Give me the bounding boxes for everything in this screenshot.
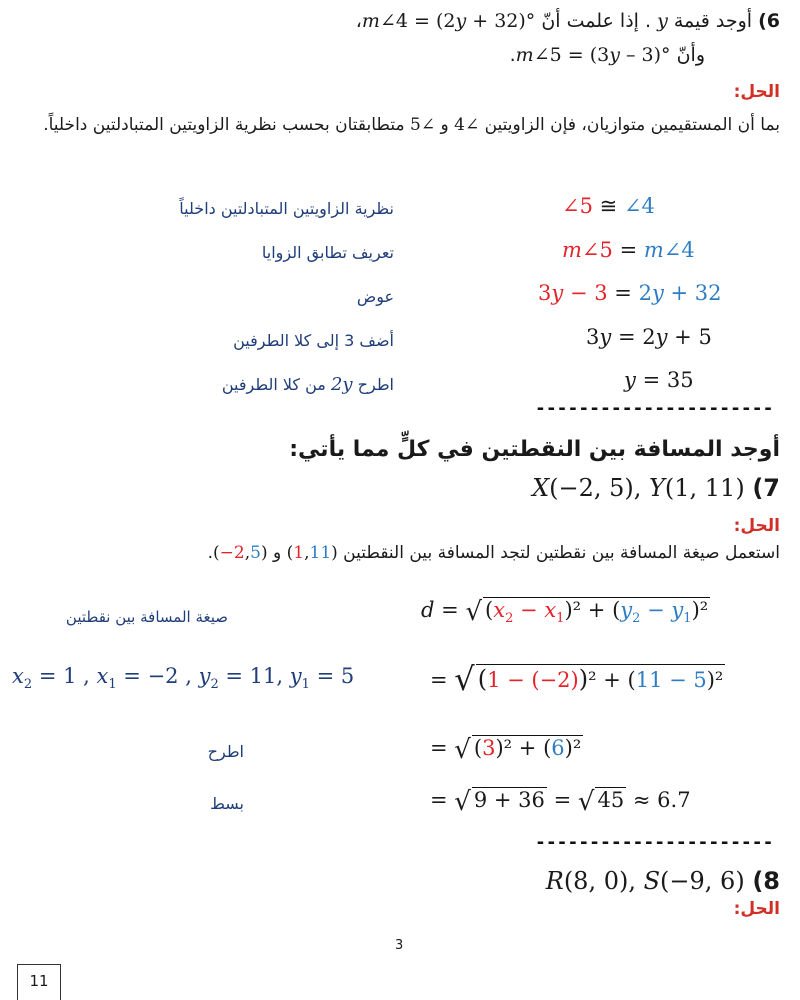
- q7-step3-stmt: = √ (3)² + (6)²: [430, 735, 582, 765]
- q8-number: (8: [752, 867, 780, 895]
- q8-points: R: [545, 867, 564, 895]
- q7-line: X(−2, 5), Y(1, 11) (7: [532, 474, 780, 502]
- q7-step4-reason: بسط: [210, 794, 244, 813]
- page-number: 3: [395, 938, 404, 953]
- q6-step5-stmt: y = 35: [624, 368, 694, 392]
- q7-step1-reason: صيغة المسافة بين نقطتين: [65, 608, 228, 626]
- q6-line1: 6) أوجد قيمة y . إذا علمت أنّ (2y + 32)° = m∠4،: [355, 10, 780, 32]
- q7-step1-stmt: d = √ $(x_2 - x_1)^2 + (y_2 - y_1)^2$: [421, 597, 709, 627]
- q6-step4-reason: أضف 3 إلى كلا الطرفين: [233, 331, 394, 350]
- q6-step4-stmt: 3y = 2y + 5: [586, 325, 712, 349]
- q7-solution-label: الحل:: [733, 516, 780, 536]
- q7-step4-stmt: = √ 9 + 36 = √ 45 ≈ 6.7: [430, 787, 691, 817]
- page-box-number: 11: [29, 972, 49, 990]
- distance-heading: أوجد المسافة بين النقطتين في كلٍّ مما يأتي:: [289, 437, 780, 462]
- q6-solution-text: بما أن المستقيمين متوازيان، فإن الزاويتين ∠4 و ∠5 متطابقتان بحسب نظرية الزاويتين المتبادلتين داخلياً.: [43, 115, 780, 135]
- q6-line2: وأنّ (3y – 3)° = m∠5.: [509, 44, 705, 66]
- q6-step3-reason: عوض: [356, 287, 394, 306]
- q6-step3-stmt: 3y − 3 = 2y + 32: [538, 281, 722, 305]
- separator-2: ----------------------: [535, 832, 774, 853]
- q8-solution-label: الحل:: [733, 899, 780, 919]
- q7-intro: استعمل صيغة المسافة بين نقطتين لتجد المسافة بين النقطتين (1,11) و (−2,5).: [207, 543, 780, 563]
- q6-step2-stmt: m∠5 = m∠4: [562, 238, 695, 262]
- q7-step3-reason: اطرح: [207, 742, 244, 761]
- q6-step5-reason: اطرح 2y من كلا الطرفين: [221, 374, 394, 395]
- q6-number: 6): [758, 10, 780, 32]
- q6-step1-reason: نظرية الزاويتين المتبادلتين داخلياً: [179, 199, 394, 218]
- separator-1: ----------------------: [535, 398, 774, 419]
- q7-step2-reason: $x_2 = 1$ , $x_1 = -2$ , $y_2 = 11$, $y_1 = 5$: [12, 664, 355, 693]
- q6-solution-label: الحل:: [733, 82, 780, 102]
- page-box: [17, 964, 61, 1000]
- q6-step1-stmt: ∠5 ≅ ∠4: [562, 194, 655, 218]
- q8-line: R(8, 0), S(−9, 6) (8: [545, 867, 780, 895]
- q7-points: X: [532, 474, 550, 502]
- q6-step2-reason: تعريف تطابق الزوايا: [261, 243, 394, 262]
- q7-step2-stmt: = √ (1 − (−2))² + (11 − 5)²: [430, 660, 724, 698]
- q7-number: (7: [752, 474, 780, 502]
